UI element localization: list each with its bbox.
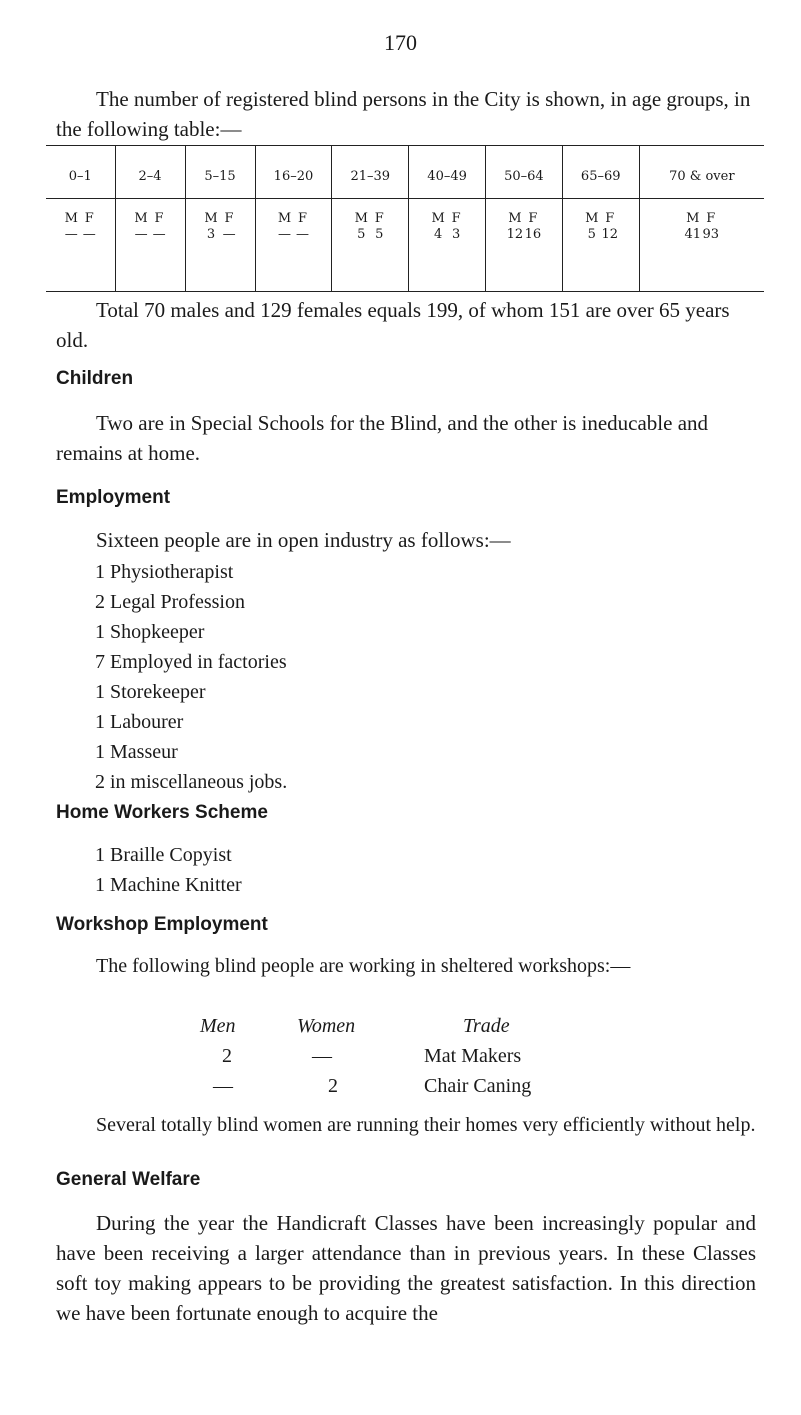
female-count: —: [152, 227, 166, 242]
employment-intro: Sixteen people are in open industry as follows:—: [96, 528, 511, 552]
male-count: 41: [684, 227, 702, 242]
sex-values: [486, 227, 562, 243]
female-label: F: [154, 211, 164, 226]
list-item: 1 Shopkeeper: [95, 621, 205, 643]
male-label: M: [277, 211, 292, 226]
list-item: 1 Labourer: [95, 711, 184, 733]
list-item: 1 Masseur: [95, 741, 178, 763]
values-row: [46, 199, 764, 292]
female-label: F: [706, 211, 716, 226]
list-item: 1 Storekeeper: [95, 681, 206, 703]
sex-values: [186, 227, 255, 243]
trade-name: Chair Caning: [424, 1075, 532, 1097]
age-group-header: 50–64: [486, 146, 563, 199]
sex-values: [409, 227, 485, 243]
sex-labels: [486, 211, 562, 227]
age-group-values: [185, 199, 255, 292]
female-count: 3: [451, 227, 461, 242]
total-paragraph: Total 70 males and 129 females equals 199, of whom 151 are over 65 years old.: [56, 298, 730, 352]
page-number: 170: [384, 30, 417, 55]
sex-labels: [186, 211, 255, 227]
age-group-header: 65–69: [562, 146, 639, 199]
home-workers-list: [95, 840, 242, 900]
male-count: 5: [357, 227, 366, 242]
workshop-heading: Workshop Employment: [56, 914, 268, 935]
age-group-header: 2–4: [115, 146, 185, 199]
male-count: 5: [587, 227, 596, 242]
list-item: 1 Machine Knitter: [95, 874, 242, 896]
list-item: 2 in miscellaneous jobs.: [95, 771, 288, 793]
female-count: —: [295, 227, 309, 242]
sex-values: [256, 227, 332, 243]
trade-name: Mat Makers: [424, 1045, 522, 1067]
general-welfare-paragraph: During the year the Handicraft Classes have been increasingly popular and have been receiving a larger attendance than in previous years. In these Classes soft toy making appears to be providing the greatest satisfaction. In this direction we have been fortunate enough to acquire the: [56, 1211, 756, 1325]
intro-paragraph: The number of registered blind persons in the City is shown, in age groups, in the following table:—: [56, 87, 751, 141]
female-label: F: [84, 211, 94, 226]
female-label: F: [605, 211, 615, 226]
male-count: 3: [206, 227, 216, 242]
male-count: —: [134, 227, 148, 242]
age-group-header: 16–20: [255, 146, 332, 199]
age-group-header: 21–39: [332, 146, 409, 199]
male-count: —: [64, 227, 78, 242]
age-group-values: [46, 199, 115, 292]
female-count: —: [82, 227, 96, 242]
list-item: 2 Legal Profession: [95, 591, 245, 613]
age-group-header: 0–1: [46, 146, 115, 199]
male-label: M: [134, 211, 148, 226]
age-group-values: [255, 199, 332, 292]
age-group-values: [639, 199, 764, 292]
female-count: 16: [524, 227, 542, 242]
workshop-table: [0, 1015, 801, 1105]
workshop-row: [0, 1075, 801, 1105]
sex-values: [116, 227, 185, 243]
age-group-header: 5–15: [185, 146, 255, 199]
workshop-header-row: [0, 1015, 801, 1045]
male-label: M: [431, 211, 445, 226]
list-item: 1 Braille Copyist: [95, 844, 232, 866]
children-paragraph: Two are in Special Schools for the Blind, and the other is ineducable and remains at home.: [56, 411, 709, 465]
children-heading: Children: [56, 368, 134, 389]
trade-column-header: Trade: [463, 1015, 510, 1037]
sex-values: [46, 227, 115, 243]
age-group-values: [115, 199, 185, 292]
men-count: 2: [222, 1045, 232, 1067]
sex-labels: [332, 211, 408, 227]
blind-persons-age-table: [46, 145, 764, 292]
women-column-header: Women: [297, 1015, 356, 1037]
age-group-header-row: [46, 146, 764, 199]
workshop-row: [0, 1045, 801, 1075]
sex-labels: [640, 211, 764, 227]
male-label: M: [686, 211, 700, 226]
male-count: 12: [506, 227, 524, 242]
list-item: 7 Employed in factories: [95, 651, 287, 673]
male-label: M: [64, 211, 78, 226]
female-label: F: [528, 211, 538, 226]
male-label: M: [508, 211, 522, 226]
male-label: M: [354, 211, 368, 226]
age-group-values: [332, 199, 409, 292]
sex-values: [640, 227, 764, 243]
female-label: F: [374, 211, 384, 226]
sex-labels: [563, 211, 639, 227]
home-workers-heading: Home Workers Scheme: [56, 802, 268, 823]
general-welfare-heading: General Welfare: [56, 1169, 201, 1190]
female-count: 5: [375, 227, 384, 242]
age-group-values: [562, 199, 639, 292]
sex-labels: [409, 211, 485, 227]
female-count: 93: [702, 227, 720, 242]
male-count: —: [277, 227, 291, 242]
female-label: F: [451, 211, 461, 226]
female-count: 12: [601, 227, 618, 242]
age-group-values: [409, 199, 486, 292]
age-group-values: [486, 199, 563, 292]
sex-labels: [256, 211, 332, 227]
male-count: 4: [433, 227, 443, 242]
female-count: —: [222, 227, 236, 242]
sex-labels: [116, 211, 185, 227]
female-label: F: [297, 211, 307, 226]
male-label: M: [204, 211, 218, 226]
women-count: —: [312, 1045, 332, 1067]
workshop-intro: The following blind people are working in sheltered workshops:—: [96, 955, 631, 977]
sex-labels: [46, 211, 115, 227]
female-label: F: [224, 211, 234, 226]
men-count: —: [213, 1075, 233, 1097]
employment-heading: Employment: [56, 487, 171, 508]
men-column-header: Men: [200, 1015, 236, 1037]
list-item: 1 Physiotherapist: [95, 561, 234, 583]
age-group-header: 40–49: [409, 146, 486, 199]
employment-list: [95, 557, 287, 797]
women-count: 2: [328, 1075, 338, 1097]
workshop-note: Several totally blind women are running their homes very efficiently without help.: [96, 1114, 756, 1136]
sex-values: [332, 227, 408, 243]
age-group-header: 70 & over: [639, 146, 764, 199]
sex-values: [563, 227, 639, 243]
male-label: M: [585, 211, 599, 226]
